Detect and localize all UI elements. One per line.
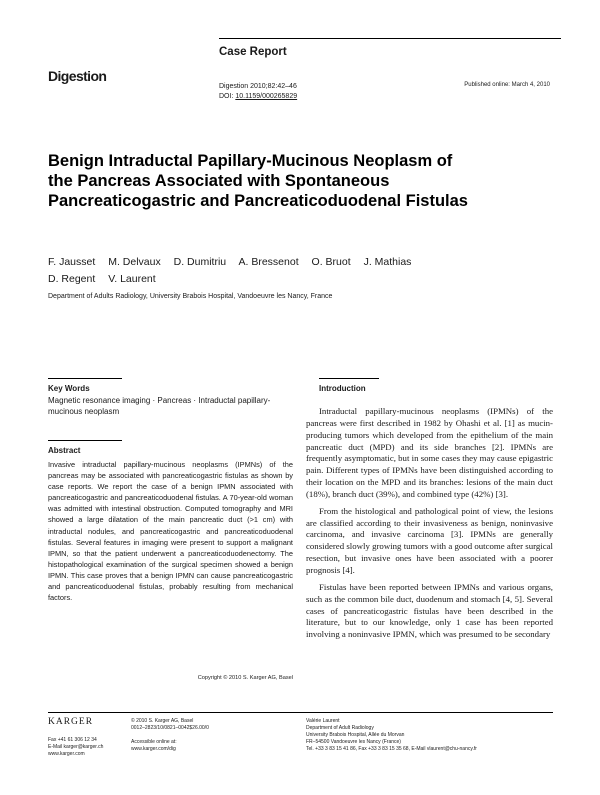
contact-line: Fax +41 61 306 12 34 <box>48 737 97 743</box>
author: D. Dumitriu <box>173 256 227 268</box>
footer-copyright <box>131 718 209 753</box>
introduction-body <box>306 406 553 641</box>
contact-line[interactable]: E-Mail karger@karger.ch <box>48 744 104 750</box>
doi-link[interactable]: 10.1159/000265829 <box>235 93 298 100</box>
doi-label: DOI: <box>219 93 234 100</box>
author: D. Regent <box>48 272 96 285</box>
correspondence-line: Valérie Laurent <box>306 718 340 724</box>
copyright-line[interactable]: www.karger.com/dig <box>131 746 176 752</box>
correspondence-line: Tel. +33 3 83 15 41 86, Fax +33 3 83 15 35 68, E-Mail vlaurent@chu-nancy.fr <box>306 746 477 752</box>
correspondence-line: Department of Adult Radiology <box>306 725 374 731</box>
keywords-heading: Key Words <box>48 384 90 393</box>
keywords-rule <box>48 378 122 379</box>
author: A. Bressenot <box>238 256 299 268</box>
copyright-line <box>131 732 209 739</box>
article-title: Benign Intraductal Papillary-Mucinous Neoplasm of the Pancreas Associated with Spontaneous Pancreaticogastric and Pancreaticoduodenal Fistulas <box>48 152 468 210</box>
correspondence <box>306 718 477 753</box>
affiliation: Department of Adults Radiology, University Brabois Hospital, Vandoeuvre les Nancy, France <box>48 293 333 300</box>
abstract-text: Invasive intraductal papillary-mucinous neoplasms (IPMNs) of the pancreas may be associated with pancreaticogastric fistulas as shown by case reports. We report the case of a benign IPMN associated with pancreaticogastric and pancreaticoduodenal fistulas. A 70-year-old woman was admitted with intestinal obstruction. Computed tomography and MRI showed a large dilatation of the main pancreatic duct (>1 cm) with intraductal nodules, and pancreaticogastric and pancreaticoduodenal fistulas. Several features in imaging were present to support a malignant IPMN, so that the patient underwent a pancreaticoduodenectomy. The histopathological examination of the surgical specimen showed a benign IPMN. This case proves that a benign IPMN can cause pancreaticogastric and pancreaticoduodenal fistulas, probably resulting from mechanical factors. <box>48 460 293 603</box>
author: F. Jausset <box>48 256 96 268</box>
publisher-contact <box>48 737 103 758</box>
paragraph: Intraductal papillary-mucinous neoplasms (IPMNs) of the pancreas were first described in 1982 by Ohashi et al. [1] as mucin-producing tumors which developed from the epithelium of the main pancreatic duct (MPD) and its side branches [2]. IPMNs are frequently asymptomatic, but in some cases they may cause epigastric pain. Different types of IPMNs have been distinguished according to their location on the MPD and its branches: lesions of the main duct (18%), branch duct (39%), and combined type (42%) [3]. <box>306 406 553 499</box>
author: M. Delvaux <box>108 256 161 268</box>
author: O. Bruot <box>311 256 351 268</box>
intro-rule <box>319 378 379 379</box>
journal-logo: Digestion <box>48 68 107 84</box>
contact-line[interactable]: www.karger.com <box>48 751 85 757</box>
doi-line <box>219 92 297 102</box>
copyright-line: © 2010 S. Karger AG, Basel <box>131 718 194 724</box>
section-label: Case Report <box>219 46 287 58</box>
author: V. Laurent <box>108 272 156 285</box>
published-date: Published online: March 4, 2010 <box>464 82 550 88</box>
correspondence-line: University Brabois Hospital, Allée du Morvan <box>306 732 405 738</box>
abstract-copyright: Copyright © 2010 S. Karger AG, Basel <box>197 675 293 681</box>
copyright-line: 0012–2823/10/0821–0042$26.00/0 <box>131 725 209 731</box>
paragraph: Fistulas have been reported between IPMNs and various organs, such as the common bile duct, duodenum and stomach [4, 5]. Several cases of pancreaticogastric fistulas have been described in the literature, but to our knowledge, only 1 case has been reported involving a noninvasive IPMN, which was presumed to be secondary <box>306 581 553 640</box>
copyright-line: Accessible online at: <box>131 739 177 745</box>
keywords-text: Magnetic resonance imaging · Pancreas · Intraductal papillary-mucinous neoplasm <box>48 396 271 416</box>
header-rule <box>219 38 561 39</box>
publisher-logo: KARGER <box>48 717 94 727</box>
citation <box>219 82 297 102</box>
abstract-rule <box>48 440 122 441</box>
paragraph: From the histological and pathological point of view, the lesions are classified according to their invasiveness as benign, noninvasive carcinoma, and invasive carcinoma [3]. IPMNs are generally considered slowly growing tumors with a good outcome after surgical resection, but invasive ones have been associated with a poorer prognosis [4]. <box>306 505 553 575</box>
introduction-heading: Introduction <box>319 384 366 393</box>
correspondence-line: FR–54500 Vandoeuvre les Nancy (France) <box>306 739 401 745</box>
citation-line: Digestion 2010;82:42–46 <box>219 83 297 90</box>
author: J. Mathias <box>363 256 412 268</box>
abstract-heading: Abstract <box>48 446 81 455</box>
footer-rule <box>48 712 553 713</box>
author-list <box>48 254 468 287</box>
